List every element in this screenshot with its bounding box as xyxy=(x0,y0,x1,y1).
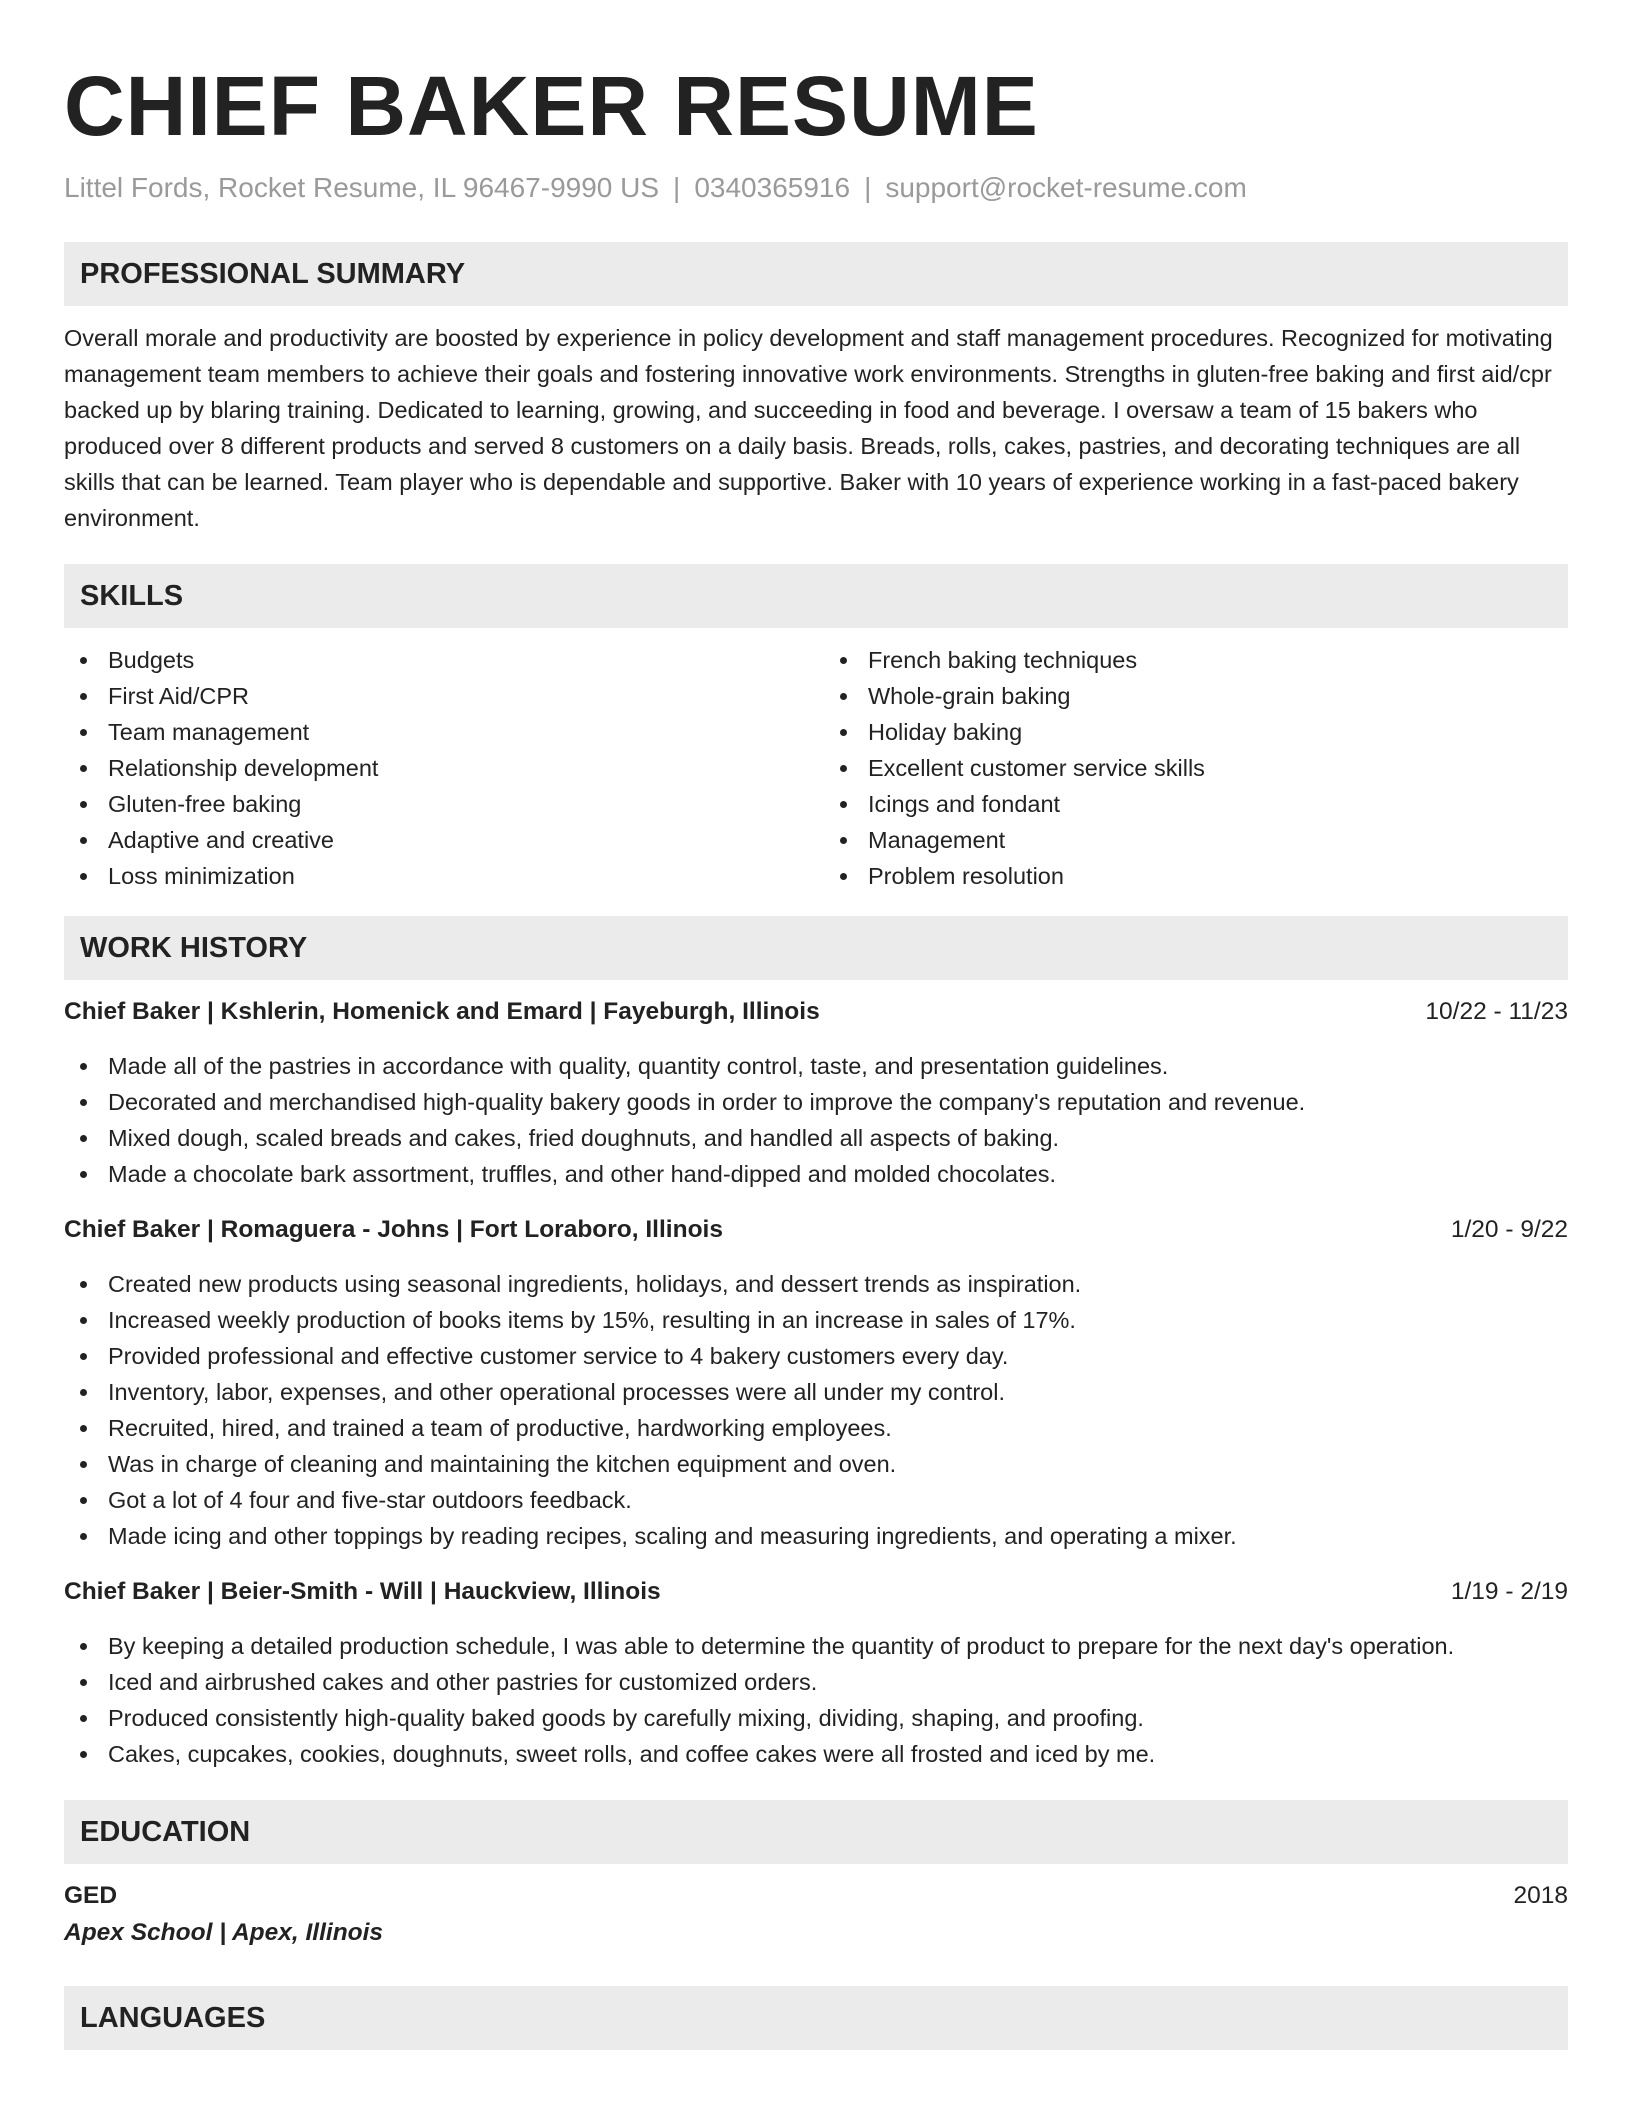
skill-item: Budgets xyxy=(64,642,808,678)
page-title: CHIEF BAKER RESUME xyxy=(64,59,1039,153)
section-heading-summary: PROFESSIONAL SUMMARY xyxy=(64,242,1568,306)
job-date: 10/22 - 11/23 xyxy=(1425,998,1568,1025)
skill-item: Management xyxy=(824,822,1568,858)
contact-address: Littel Fords, Rocket Resume, IL 96467-9990 US xyxy=(64,172,660,203)
job-bullets xyxy=(64,1048,1568,1192)
contact-line xyxy=(64,168,1568,208)
job-title: Chief Baker | Kshlerin, Homenick and Emard | Fayeburgh, Illinois xyxy=(64,998,820,1025)
skills-list xyxy=(64,642,1568,894)
job-bullet: Cakes, cupcakes, cookies, doughnuts, sweet rolls, and coffee cakes were all frosted and iced by me. xyxy=(64,1736,1568,1772)
section-heading-work-history: WORK HISTORY xyxy=(64,916,1568,980)
job-title: Chief Baker | Beier-Smith - Will | Hauckview, Illinois xyxy=(64,1578,661,1605)
contact-phone: 0340365916 xyxy=(694,172,851,203)
skill-item: Holiday baking xyxy=(824,714,1568,750)
skill-item: French baking techniques xyxy=(824,642,1568,678)
job-entry xyxy=(64,994,1568,1192)
job-entry xyxy=(64,1212,1568,1554)
contact-separator: | xyxy=(673,172,681,203)
job-bullet: Made a chocolate bark assortment, truffles, and other hand-dipped and molded chocolates. xyxy=(64,1156,1568,1192)
job-date: 1/19 - 2/19 xyxy=(1450,1578,1568,1605)
job-bullet: Created new products using seasonal ingredients, holidays, and dessert trends as inspiration. xyxy=(64,1266,1568,1302)
job-bullet: Provided professional and effective customer service to 4 bakery customers every day. xyxy=(64,1338,1568,1374)
job-bullet: Increased weekly production of books items by 15%, resulting in an increase in sales of 17%. xyxy=(64,1302,1568,1338)
contact-email: support@rocket-resume.com xyxy=(885,172,1247,203)
job-entry xyxy=(64,1574,1568,1772)
contact-separator: | xyxy=(864,172,872,203)
summary-text: Overall morale and productivity are boosted by experience in policy development and staff management procedures. Recognized for motivating management team members to achieve their goals and fostering innovative work environments. Strengths in gluten-free baking and first aid/cpr backed up by blaring training. Dedicated to learning, growing, and succeeding in food and beverage. I oversaw a team of 15 bakers who produced over 8 different products and served 8 customers on a daily basis. Breads, rolls, cakes, pastries, and decorating techniques are all skills that can be learned. Team player who is dependable and supportive. Baker with 10 years of experience working in a fast-paced bakery environment. xyxy=(64,325,1553,531)
skill-item: Icings and fondant xyxy=(824,786,1568,822)
job-header xyxy=(64,1574,1568,1610)
job-bullet: Iced and airbrushed cakes and other pastries for customized orders. xyxy=(64,1664,1568,1700)
section-heading-languages: LANGUAGES xyxy=(64,1986,1568,2050)
job-bullet: Was in charge of cleaning and maintaining the kitchen equipment and oven. xyxy=(64,1446,1568,1482)
job-title: Chief Baker | Romaguera - Johns | Fort Loraboro, Illinois xyxy=(64,1216,723,1243)
job-bullet: Mixed dough, scaled breads and cakes, fried doughnuts, and handled all aspects of baking. xyxy=(64,1120,1568,1156)
skill-item: Excellent customer service skills xyxy=(824,750,1568,786)
job-bullet: Got a lot of 4 four and five-star outdoors feedback. xyxy=(64,1482,1568,1518)
education-year: 2018 xyxy=(1513,1882,1568,1909)
job-bullet: Produced consistently high-quality baked goods by carefully mixing, dividing, shaping, and proofing. xyxy=(64,1700,1568,1736)
skill-item: Whole-grain baking xyxy=(824,678,1568,714)
skill-item: Problem resolution xyxy=(824,858,1568,894)
skills-column-right xyxy=(808,642,1568,894)
skill-item: Relationship development xyxy=(64,750,808,786)
job-bullet: Made all of the pastries in accordance with quality, quantity control, taste, and presentation guidelines. xyxy=(64,1048,1568,1084)
skill-item: Gluten-free baking xyxy=(64,786,808,822)
job-bullet: Inventory, labor, expenses, and other operational processes were all under my control. xyxy=(64,1374,1568,1410)
job-bullet: Recruited, hired, and trained a team of productive, hardworking employees. xyxy=(64,1410,1568,1446)
skills-column-left xyxy=(64,642,808,894)
job-bullet: Made icing and other toppings by reading recipes, scaling and measuring ingredients, and operating a mixer. xyxy=(64,1518,1568,1554)
skill-item: Loss minimization xyxy=(64,858,808,894)
section-heading-skills: SKILLS xyxy=(64,564,1568,628)
job-date: 1/20 - 9/22 xyxy=(1450,1216,1568,1243)
education-degree: GED xyxy=(64,1882,118,1909)
job-header xyxy=(64,994,1568,1030)
job-header xyxy=(64,1212,1568,1248)
job-bullets xyxy=(64,1266,1568,1554)
skill-item: Team management xyxy=(64,714,808,750)
skill-item: Adaptive and creative xyxy=(64,822,808,858)
job-bullets xyxy=(64,1628,1568,1772)
section-heading-education: EDUCATION xyxy=(64,1800,1568,1864)
education-entry xyxy=(64,1878,1568,1914)
education-school: Apex School | Apex, Illinois xyxy=(64,1919,384,1946)
skill-item: First Aid/CPR xyxy=(64,678,808,714)
job-bullet: Decorated and merchandised high-quality bakery goods in order to improve the company's reputation and revenue. xyxy=(64,1084,1568,1120)
job-bullet: By keeping a detailed production schedule, I was able to determine the quantity of product to prepare for the next day's operation. xyxy=(64,1628,1568,1664)
